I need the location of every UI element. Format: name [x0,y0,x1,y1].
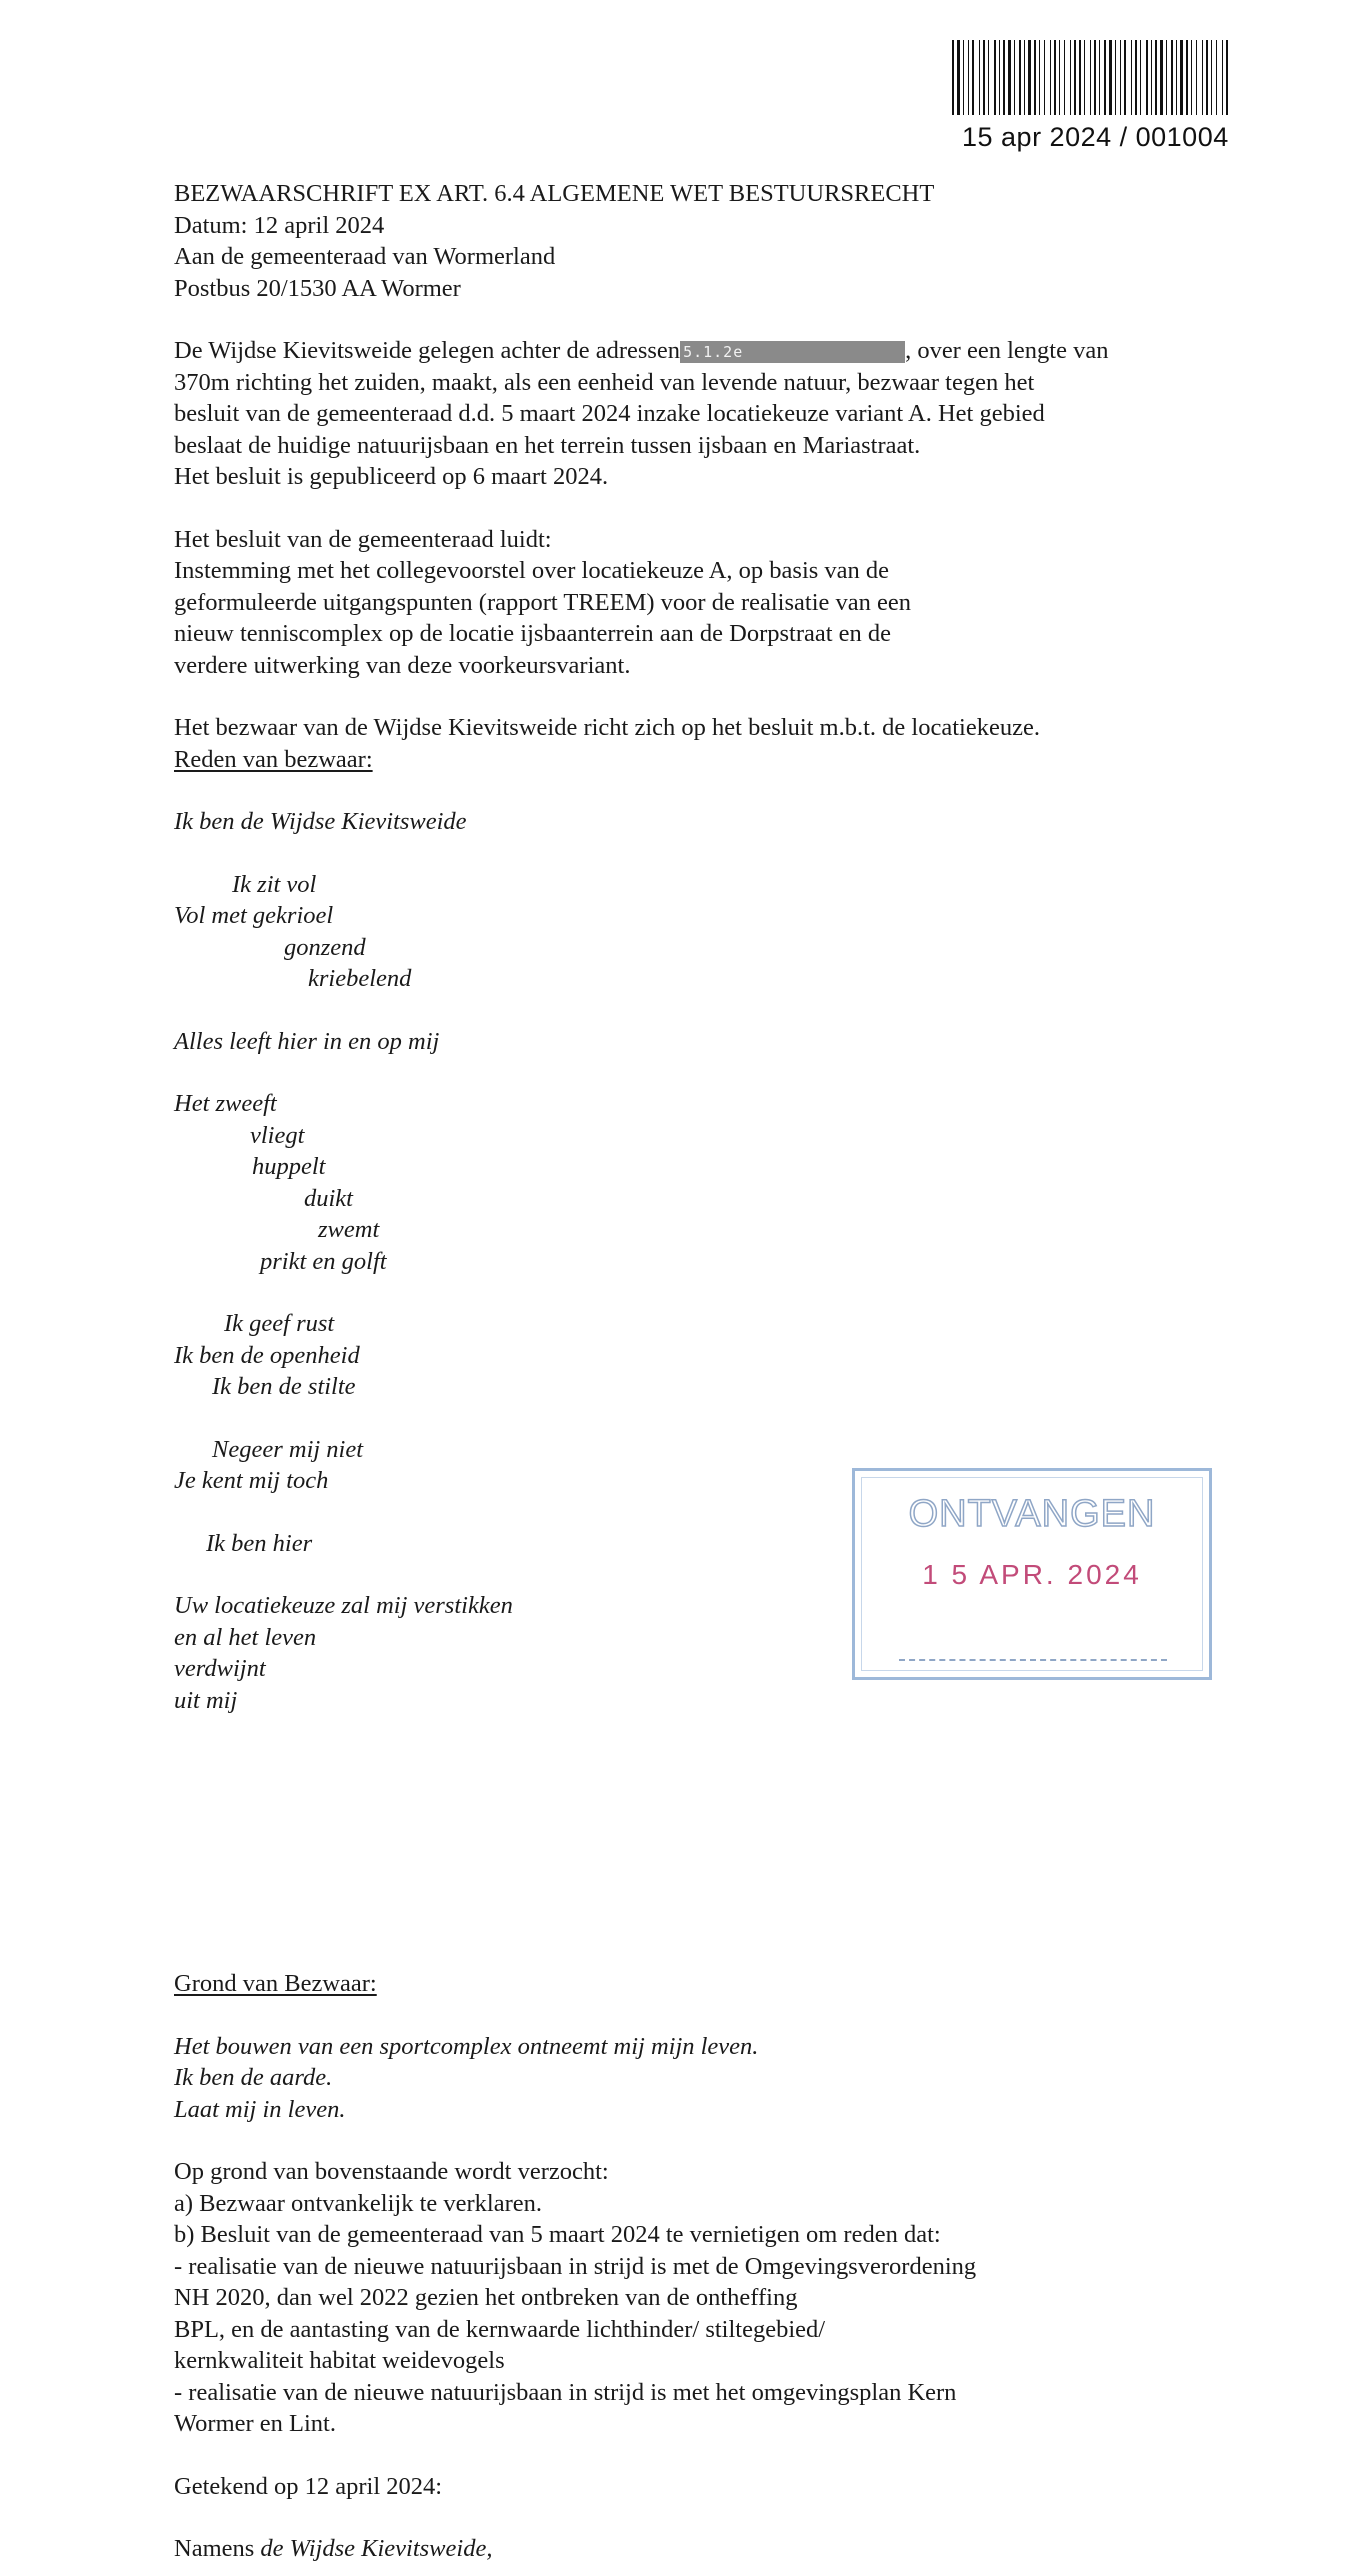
poem-line: gonzend [284,933,366,961]
request-line: a) Bezwaar ontvankelijk te verklaren. [174,2189,543,2217]
request-line: b) Besluit van de gemeenteraad van 5 maart 2024 te vernietigen om reden dat: [174,2221,941,2248]
poem-line: Je kent mij toch [174,1467,329,1494]
poem-line: Vol met gekrioel [174,902,334,929]
stamp-signature-line [899,1659,1167,1661]
poem-line: Alles leeft hier in en op mij [174,1027,440,1055]
reason-heading: Reden van bezwaar: [174,745,373,773]
ground-heading: Grond van Bezwaar: [174,1970,377,1997]
barcode [950,40,1230,115]
recipient: Aan de gemeenteraad van Wormerland [174,243,556,270]
poem-line: zwemt [318,1216,380,1243]
intro-line: besluit van de gemeenteraad d.d. 5 maart 2024 inzake locatiekeuze variant A. Het gebied [174,400,1045,427]
ground-line: Ik ben de aarde. [174,2064,333,2091]
received-stamp [852,1468,1212,1680]
request-line: - realisatie van de nieuwe natuurijsbaan in strijd is met het omgevingsplan Kern [174,2378,957,2406]
address: Postbus 20/1530 AA Wormer [174,274,461,302]
intro-line: 370m richting het zuiden, maakt, als een eenheid van levende natuur, bezwaar tegen het [174,368,1035,396]
decision-line: nieuw tenniscomplex op de locatie ijsbaanterrein aan de Dorpstraat en de [174,620,892,647]
poem-line: huppelt [252,1153,326,1180]
poem-line: Het zweeft [174,1090,277,1117]
poem-line: prikt en golft [260,1247,387,1275]
received-stamp-title: ONTVANGEN [908,1493,1156,1535]
decision-line: verdere uitwerking van deze voorkeursvariant. [174,651,631,679]
poem-line: Ik ben de stilte [212,1373,356,1400]
poem-line: Ik ben hier [206,1529,313,1557]
request-line: BPL, en de aantasting van de kernwaarde lichthinder/ stiltegebied/ [174,2315,826,2343]
poem-line: kriebelend [308,965,412,992]
objection-scope: Het bezwaar van de Wijdse Kievitsweide richt zich op het besluit m.b.t. de locatiekeuze. [174,714,1040,741]
ground-line: Laat mij in leven. [174,2095,346,2123]
request-line: NH 2020, dan wel 2022 gezien het ontbreken van de ontheffing [174,2284,798,2311]
decision-line: Instemming met het collegevoorstel over locatiekeuze A, op basis van de [174,557,890,584]
received-stamp-date: 1 5 APR. 2024 [922,1559,1142,1590]
poem-line: Negeer mij niet [212,1435,364,1463]
ground-line: Het bouwen van een sportcomplex ontneemt mij mijn leven. [174,2032,759,2060]
signed-line: Getekend op 12 april 2024: [174,2472,443,2500]
request-line: Wormer en Lint. [174,2410,336,2437]
poem-line: vliegt [250,1121,305,1149]
poem-line: Ik zit vol [232,870,317,898]
register-stamp: 15 apr 2024 / 001004 [962,122,1229,152]
redacted-address: 5.1.2e [680,341,905,363]
intro-line: De Wijdse Kievitsweide gelegen achter de adressen 5.1.2e , over een lengte van [174,337,1109,364]
poem-line: duikt [304,1184,353,1212]
on-behalf-line: Namens de Wijdse Kievitsweide, [174,2535,493,2562]
request-line: - realisatie van de nieuwe natuurijsbaan in strijd is met de Omgevingsverordening [174,2252,977,2280]
document-body [174,178,1194,2565]
poem-line: uit mij [174,1686,238,1714]
poem-line: Ik geef rust [224,1310,335,1337]
request-line: Op grond van bovenstaande wordt verzocht: [174,2158,609,2185]
poem-line: Ik ben de openheid [174,1341,360,1369]
poem-line: Uw locatiekeuze zal mij verstikken [174,1592,513,1619]
poem-line: en al het leven [174,1623,317,1651]
poem-line: verdwijnt [174,1655,266,1682]
request-line: kernkwaliteit habitat weidevogels [174,2347,505,2374]
decision-line: geformuleerde uitgangspunten (rapport TREEM) voor de realisatie van een [174,588,912,616]
decision-line: Het besluit van de gemeenteraad luidt: [174,525,552,553]
poem-title: Ik ben de Wijdse Kievitsweide [174,808,467,835]
title: BEZWAARSCHRIFT EX ART. 6.4 ALGEMENE WET BESTUURSRECHT [174,180,935,207]
intro-line: beslaat de huidige natuurijsbaan en het terrein tussen ijsbaan en Mariastraat. [174,431,921,459]
intro-line: Het besluit is gepubliceerd op 6 maart 2024. [174,463,609,490]
date-line: Datum: 12 april 2024 [174,211,385,239]
